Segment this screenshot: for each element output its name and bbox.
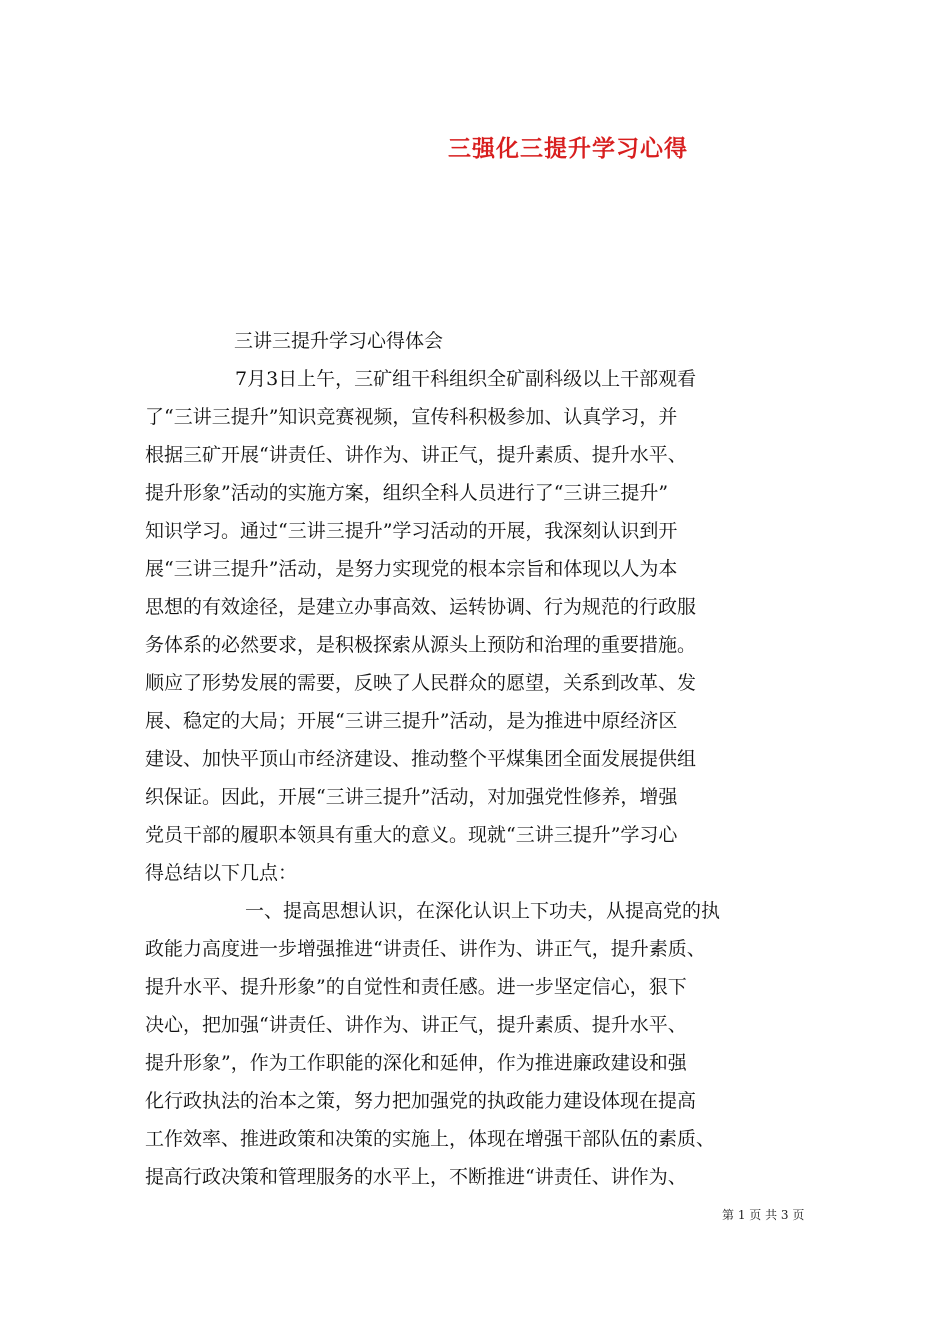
paragraph-1-line: 知识学习。通过“三讲三提升”学习活动的开展，我深刻认识到开 [145,520,678,542]
paragraph-2-line: 决心，把加强“讲责任、讲作为、讲正气，提升素质、提升水平、 [145,1014,687,1036]
page-title: 三强化三提升学习心得 [448,135,688,162]
paragraph-1-line: 顺应了形势发展的需要，反映了人民群众的愿望，关系到改革、发 [145,672,697,694]
paragraph-1-line: 展“三讲三提升”活动，是努力实现党的根本宗旨和体现以人为本 [145,558,678,580]
paragraph-2-line: 化行政执法的治本之策，努力把加强党的执政能力建设体现在提高 [145,1090,697,1112]
paragraph-1-line: 务体系的必然要求，是积极探索从源头上预防和治理的重要措施。 [145,634,697,656]
paragraph-1-line: 7月3日上午，三矿组干科组织全矿副科级以上干部观看 [235,368,697,390]
paragraph-1-line: 建设、加快平顶山市经济建设、推动整个平煤集团全面发展提供组 [145,748,697,770]
document-subtitle: 三讲三提升学习心得体会 [234,330,444,352]
paragraph-1-line: 了“三讲三提升”知识竞赛视频，宣传科积极参加、认真学习，并 [145,406,678,428]
paragraph-1-line: 党员干部的履职本领具有重大的意义。现就“三讲三提升”学习心 [145,824,678,846]
paragraph-2-line: 一、提高思想认识，在深化认识上下功夫，从提高党的执 [245,900,721,922]
paragraph-2-line: 提升形象”，作为工作职能的深化和延伸，作为推进廉政建设和强 [145,1052,687,1074]
page-number-footer: 第 1 页 共 3 页 [722,1208,805,1222]
paragraph-1-line: 得总结以下几点： [145,862,298,884]
paragraph-1-line: 提升形象”活动的实施方案，组织全科人员进行了“三讲三提升” [145,482,669,504]
paragraph-1-line: 织保证。因此，开展“三讲三提升”活动，对加强党性修养，增强 [145,786,678,808]
paragraph-1-line: 思想的有效途径，是建立办事高效、运转协调、行为规范的行政服 [145,596,697,618]
document-body [145,360,825,1196]
paragraph-1-line: 展、稳定的大局；开展“三讲三提升”活动，是为推进中原经济区 [145,710,678,732]
paragraph-2-line: 政能力高度进一步增强推进“讲责任、讲作为、讲正气，提升素质、 [145,938,706,960]
paragraph-2-line: 提升水平、提升形象”的自觉性和责任感。进一步坚定信心，狠下 [145,976,687,998]
paragraph-2-line: 提高行政决策和管理服务的水平上，不断推进“讲责任、讲作为、 [145,1166,687,1188]
paragraph-1-line: 根据三矿开展“讲责任、讲作为、讲正气，提升素质、提升水平、 [145,444,687,466]
paragraph-2-line: 工作效率、推进政策和决策的实施上，体现在增强干部队伍的素质、 [145,1128,716,1150]
